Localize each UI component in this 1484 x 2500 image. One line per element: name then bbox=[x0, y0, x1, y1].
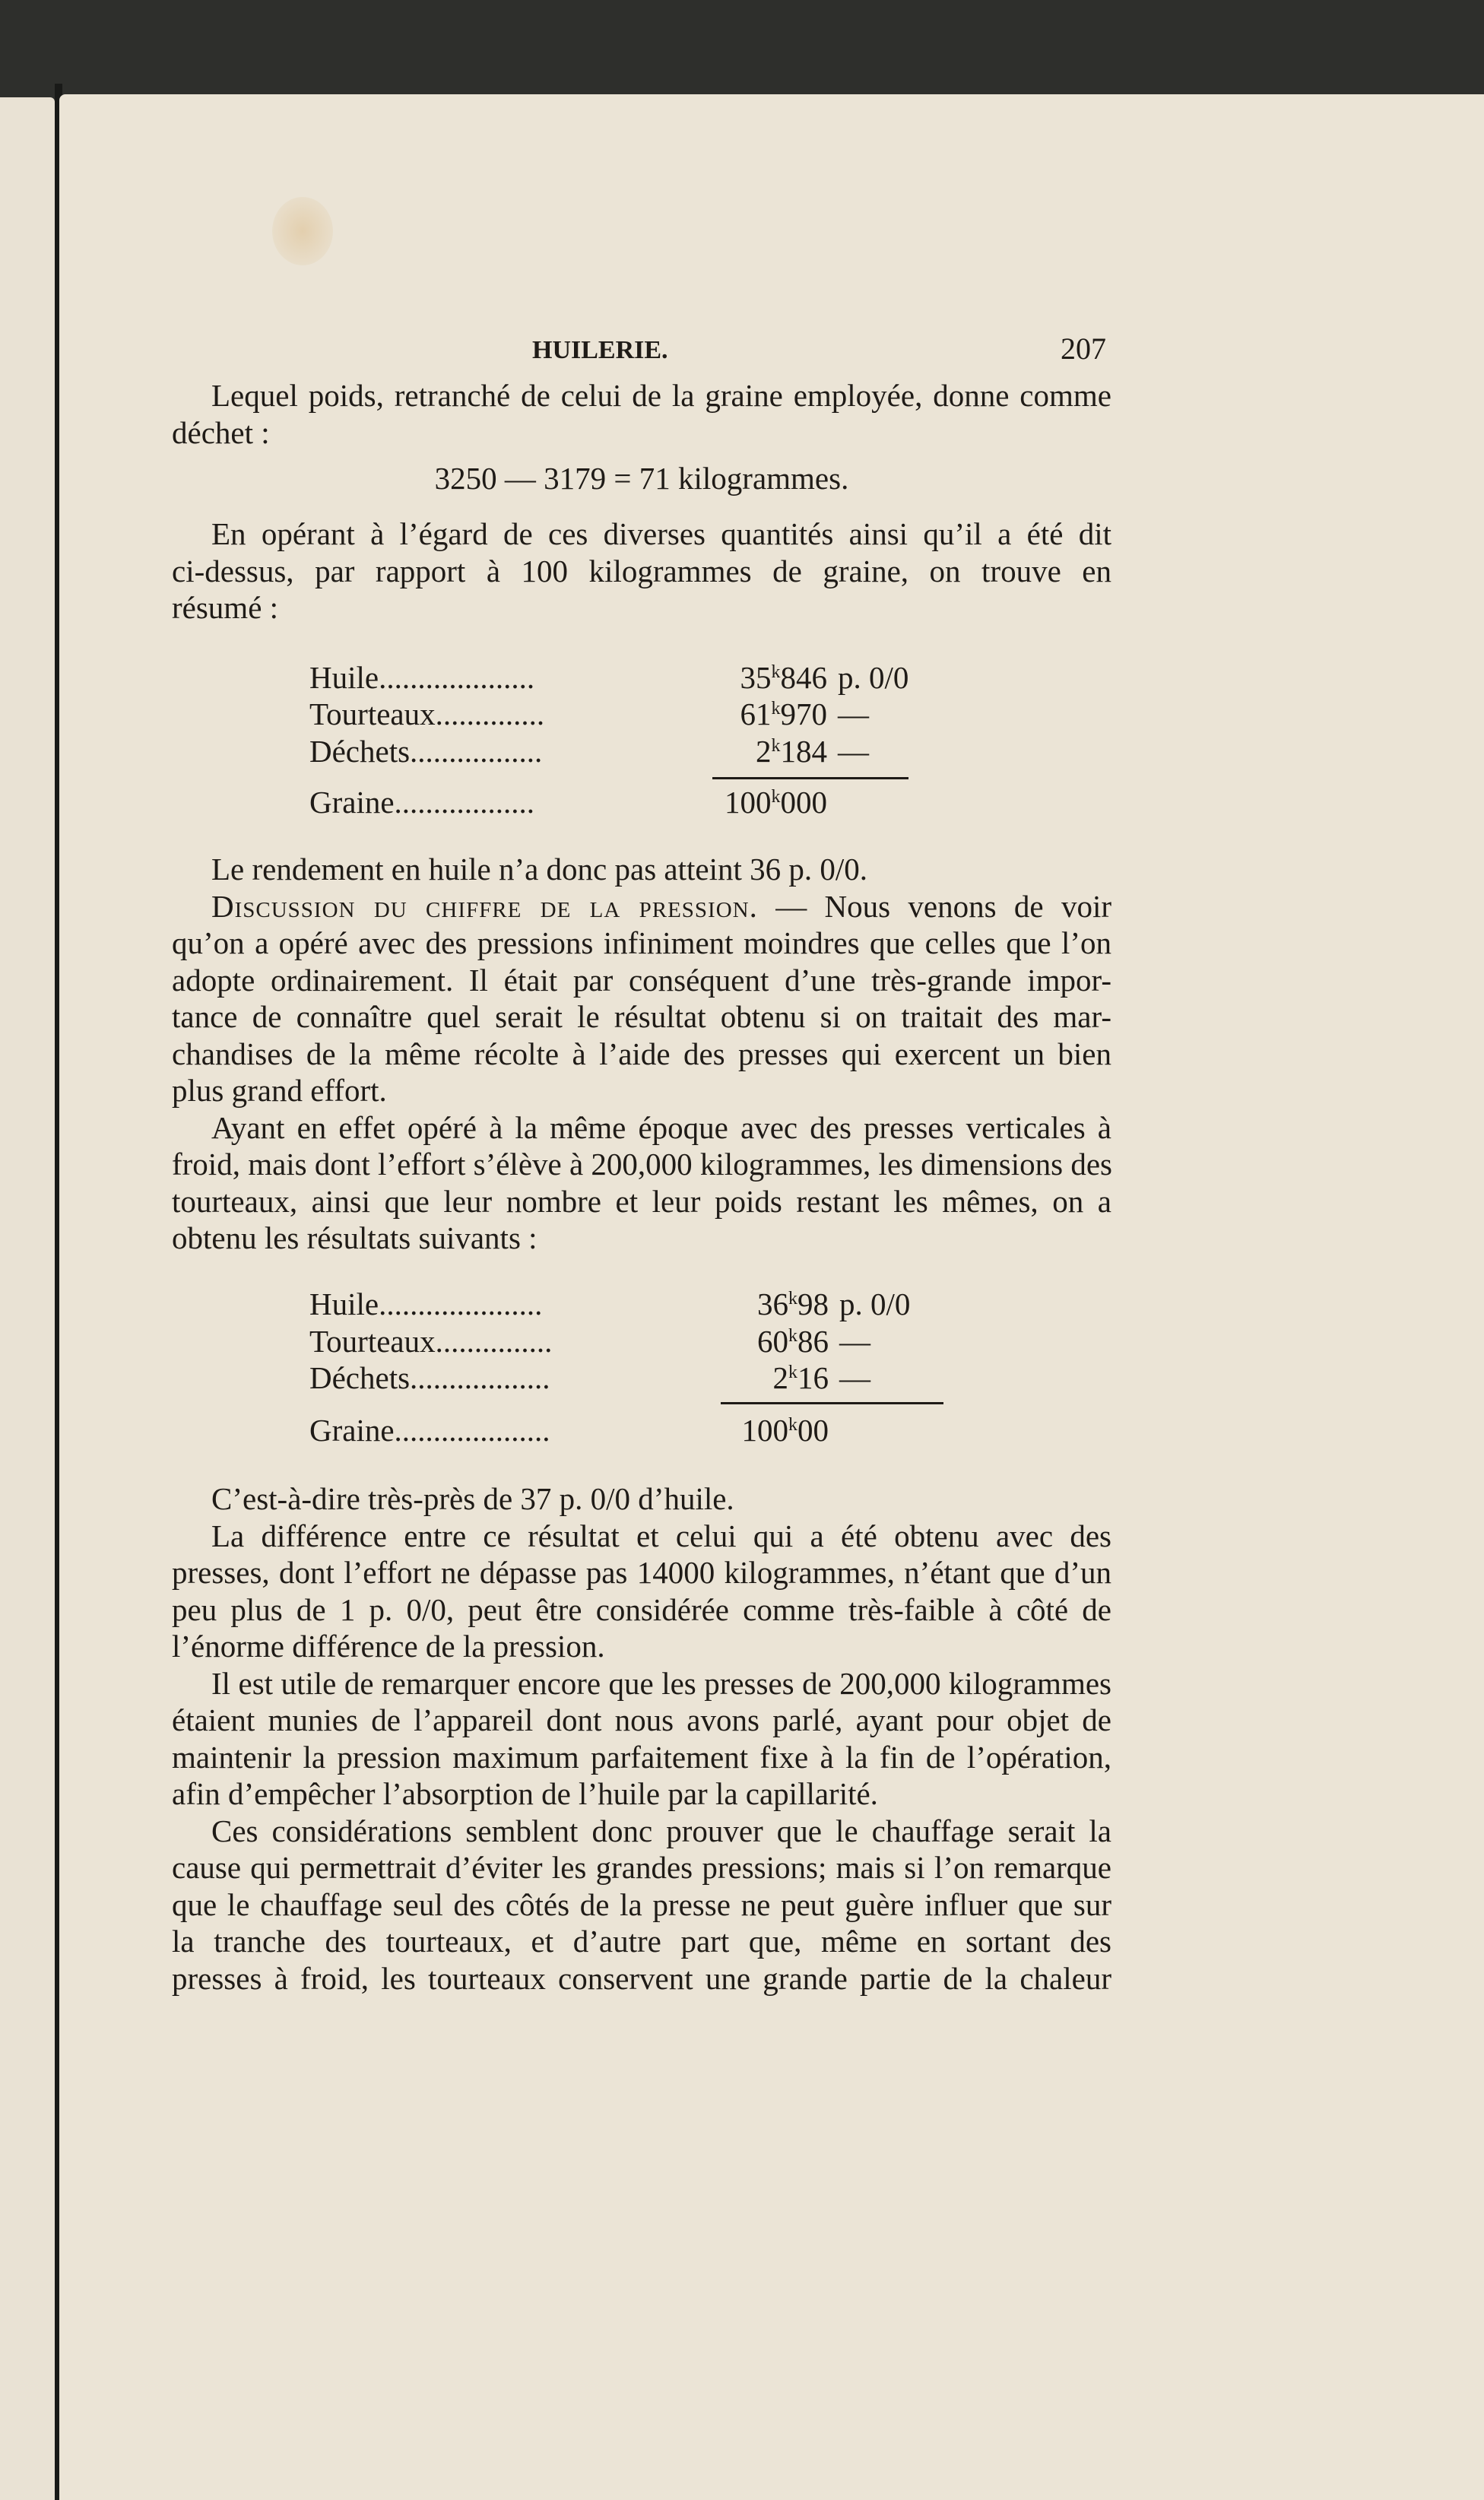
running-header: HUILERIE. bbox=[532, 336, 668, 364]
row-value: 2$^k$16 bbox=[772, 1360, 829, 1395]
table-row bbox=[0, 1286, 1484, 1322]
text-line: plus grand effort. bbox=[172, 1073, 387, 1108]
row-unit: — bbox=[839, 1360, 870, 1395]
text-line: presses, dont l’effort ne dépasse pas 14000 kilogrammes, n’étant que d’un bbox=[172, 1555, 1111, 1590]
row-value: 61$^k$970 bbox=[740, 696, 827, 731]
table-1-total-rule bbox=[712, 777, 908, 779]
text-line: Lequel poids, retranché de celui de la graine employée, donne comme bbox=[211, 378, 1111, 413]
text-line: obtenu les résultats suivants : bbox=[172, 1220, 537, 1255]
text-line: maintenir la pression maximum parfaitement fixe à la fin de l’opération, bbox=[172, 1739, 1111, 1775]
table-row bbox=[0, 733, 1484, 769]
row-unit: — bbox=[839, 1324, 870, 1359]
formula: 3250 — 3179 = 71 kilogrammes. bbox=[434, 461, 849, 496]
row-label: Huile.................... bbox=[309, 660, 535, 695]
text-line: froid, mais dont l’effort s’élève à 200,000 kilogrammes, les dimensions des bbox=[172, 1147, 1112, 1182]
table-total-row bbox=[0, 784, 1484, 820]
table-2-total-rule bbox=[721, 1402, 943, 1404]
text-line: afin d’empêcher l’absorption de l’huile par la capillarité. bbox=[172, 1776, 878, 1811]
text-line: étaient munies de l’appareil dont nous avons parlé, ayant pour objet de bbox=[172, 1702, 1111, 1737]
text-line: peu plus de 1 p. 0/0, peut être considérée comme très-faible à côté de bbox=[172, 1591, 1111, 1627]
text-line: C’est-à-dire très-près de 37 p. 0/0 d’huile. bbox=[211, 1481, 734, 1516]
row-value: 60$^k$86 bbox=[757, 1324, 829, 1359]
text-line: presses à froid, les tourteaux conservent une grande partie de la chaleur bbox=[172, 1960, 1111, 1996]
text-line: résumé : bbox=[172, 590, 279, 625]
section-heading: Discussion du chiffre de la pression. bbox=[211, 888, 758, 924]
text-line: déchet : bbox=[172, 414, 270, 450]
table-row bbox=[0, 659, 1484, 696]
row-value: 36$^k$98 bbox=[757, 1286, 829, 1321]
text-line: l’énorme différence de la pression. bbox=[172, 1629, 605, 1664]
paper-stain bbox=[272, 197, 333, 265]
text-line: qu’on a opéré avec des pressions infiniment moindres que celles que l’on bbox=[172, 925, 1111, 960]
row-value: 35$^k$846 bbox=[740, 660, 827, 695]
text-line: adopte ordinairement. Il était par conséquent d’une très-grande impor- bbox=[172, 962, 1111, 998]
row-label: Graine.................... bbox=[309, 1413, 550, 1448]
text-line: Le rendement en huile n’a donc pas atteint 36 p. 0/0. bbox=[211, 852, 868, 887]
row-unit: p. 0/0 bbox=[838, 660, 909, 695]
text-line: tourteaux, ainsi que leur nombre et leur poids restant les mêmes, on a bbox=[172, 1183, 1111, 1219]
table-total-row bbox=[0, 1412, 1484, 1448]
row-label: Graine.................. bbox=[309, 785, 535, 820]
row-unit: — bbox=[838, 696, 869, 731]
text-line: En opérant à l’égard de ces diverses quantités ainsi qu’il a été dit bbox=[211, 516, 1111, 551]
text-line: Ces considérations semblent donc prouver que le chauffage serait la bbox=[211, 1813, 1111, 1848]
table-row bbox=[0, 696, 1484, 732]
row-unit: — bbox=[838, 734, 869, 769]
table-row bbox=[0, 1359, 1484, 1396]
text-line: tance de connaître quel serait le résultat obtenu si on traitait des mar- bbox=[172, 999, 1111, 1034]
row-value: 2$^k$184 bbox=[756, 734, 827, 769]
row-label: Tourteaux............... bbox=[309, 1324, 553, 1359]
row-label: Déchets................. bbox=[309, 734, 543, 769]
page-number: 207 bbox=[1061, 332, 1106, 366]
row-unit: p. 0/0 bbox=[839, 1286, 911, 1321]
row-label: Huile..................... bbox=[309, 1286, 543, 1321]
text-line: la tranche des tourteaux, et d’autre part que, même en sortant des bbox=[172, 1924, 1111, 1959]
text-line: cause qui permettrait d’éviter les grandes pressions; mais si l’on remarque bbox=[172, 1850, 1111, 1885]
text-line: Il est utile de remarquer encore que les presses de 200,000 kilogrammes bbox=[211, 1665, 1111, 1701]
text-line: Ayant en effet opéré à la même époque avec des presses verticales à bbox=[211, 1109, 1111, 1145]
row-value: 100$^k$000 bbox=[725, 785, 827, 820]
text-line: ci-dessus, par rapport à 100 kilogrammes de graine, on trouve en bbox=[172, 553, 1111, 589]
text-line: chandises de la même récolte à l’aide des presses qui exercent un bien bbox=[172, 1036, 1111, 1071]
table-row bbox=[0, 1323, 1484, 1359]
text-line: que le chauffage seul des côtés de la presse ne peut guère influer que sur bbox=[172, 1886, 1111, 1922]
row-label: Tourteaux.............. bbox=[309, 696, 545, 731]
text-line: Discussion du chiffre de la pression. — Nous venons de voir bbox=[211, 888, 1111, 924]
row-value: 100$^k$00 bbox=[741, 1413, 829, 1448]
text-line: La différence entre ce résultat et celui qui a été obtenu avec des bbox=[211, 1518, 1111, 1553]
row-label: Déchets.................. bbox=[309, 1360, 550, 1395]
